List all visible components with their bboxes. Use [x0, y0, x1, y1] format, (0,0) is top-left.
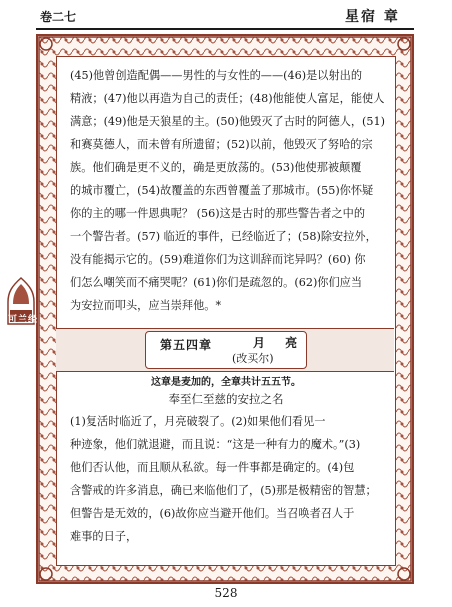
verse-line: 没有能揭示它的。(59)难道你们为这训辞而诧异吗？(60) 你	[70, 253, 366, 266]
header-divider	[36, 28, 414, 30]
verse-line: (1)复活时临近了，月亮破裂了。(2)如果他们看见一	[70, 415, 326, 428]
page-number: 528	[214, 586, 238, 600]
verse-line: 和赛莫德人，而未曾有所遗留；(52)以前，他毁灭了努哈的宗	[70, 138, 373, 151]
header-surah-title: 星宿 章	[345, 9, 400, 25]
upper-verses	[70, 64, 388, 317]
verse-line: 你的主的哪一件恩典呢？ (56)这是古时的那些警告者之中的	[70, 207, 366, 220]
basmala: 奉至仁至慈的安拉之名	[168, 392, 284, 406]
verse-line: 一个警告者。(57) 临近的事件，已经临近了；(58)除安拉外，	[70, 230, 377, 243]
verse-line: 族。他们确是更不义的，确是更放荡的。(53)他使那被颠覆	[70, 161, 362, 174]
chapter-note: 这章是麦加的，全章共计五五节。	[151, 377, 301, 388]
verse-line: (45)他曾创造配偶——男性的与女性的——(46)是以射出的	[70, 69, 363, 82]
verse-line: 种迹象，他们就退避，而且说：“这是一种有力的魔术。”(3)	[70, 438, 361, 451]
chapter-subtitle: (改买尔)	[232, 352, 274, 365]
header-chapter-label: 卷二七	[40, 10, 77, 24]
verse-line: 们怎么嘲笑而不痛哭呢？(61)你们是疏忽的。(62)你们应当	[70, 276, 363, 289]
verse-line: 但警告是无效的，(6)故你应当避开他们。当召唤者召人于	[70, 507, 355, 520]
verse-line: 含警戒的许多消息，确已来临他们了，(5)那是极精密的智慧；	[70, 484, 377, 497]
chapter-number: 第五四章	[160, 338, 213, 352]
verse-line: 精液；(47)他以再造为自己的责任；(48)他能使人富足，能使人	[70, 92, 385, 105]
verse-line: 他们否认他，而且顺从私欲。每一件事都是确定的。(4)包	[70, 461, 355, 474]
verse-line: 的城市覆亡，(54)故覆盖的东西曾覆盖了那城市。(55)你怀疑	[70, 184, 374, 197]
verse-line: 满意；(49)他是天狼星的主。(50)他毁灭了古时的阿德人，(51)	[70, 115, 386, 128]
verse-line: 为安拉而叩头，应当崇拜他。*	[70, 299, 222, 312]
verse-line: 难事的日子，	[70, 530, 138, 543]
lower-verses	[70, 410, 388, 548]
side-tab-label: 可兰经	[8, 315, 39, 325]
chapter-title: 月 亮	[253, 336, 306, 350]
